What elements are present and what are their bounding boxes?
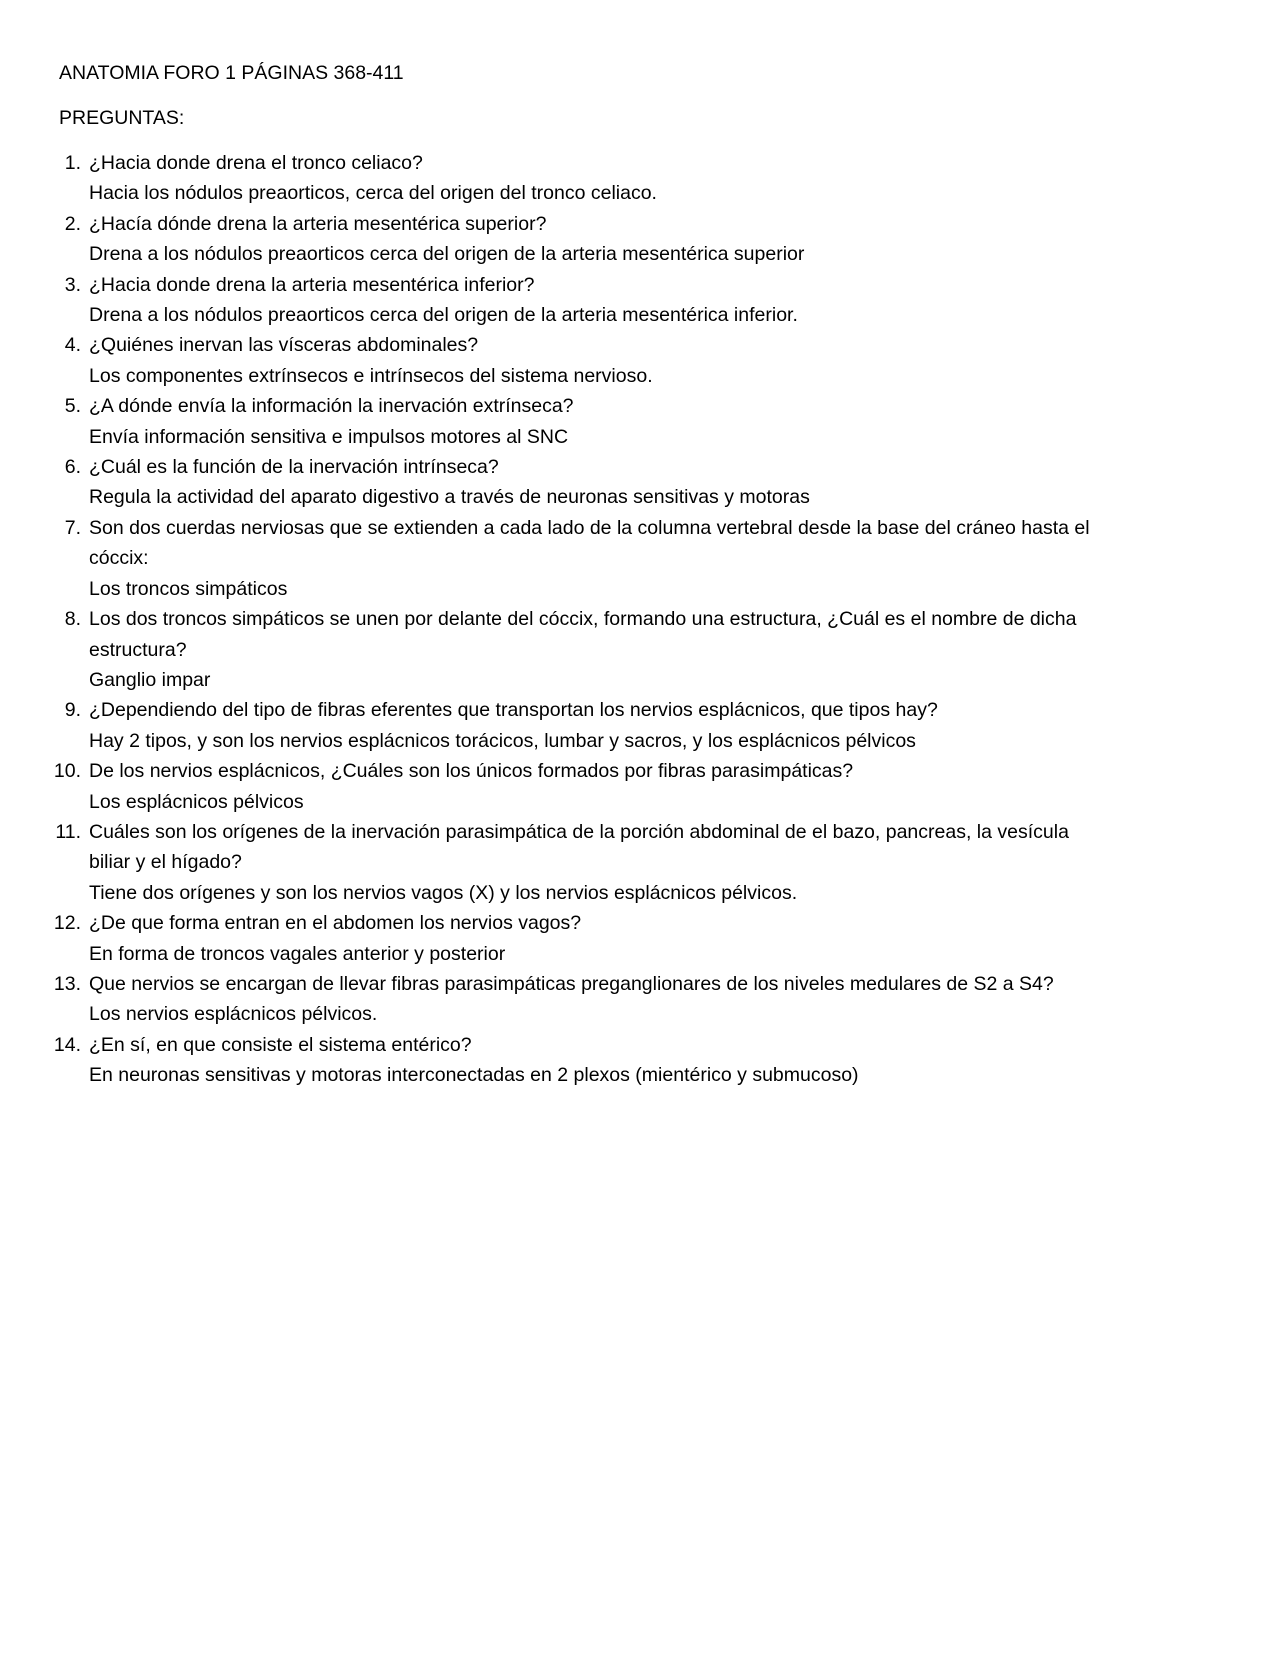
question-text: De los nervios esplácnicos, ¿Cuáles son los únicos formados por fibras parasimpáticas? [89,760,854,783]
item-number: 4. [64,334,81,357]
item-number: 6. [64,456,81,479]
question-text: Son dos cuerdas nerviosas que se extienden a cada lado de la columna vertebral desde la base del cráneo hasta el cóccix: [89,516,1090,570]
answer-text: Hay 2 tipos, y son los nervios esplácnicos torácicos, lumbar y sacros, y los esplácnicos pélvicos [89,729,916,752]
list-item [55,817,1099,908]
item-number: 12. [53,912,81,935]
answer-text: Envía información sensitiva e impulsos motores al SNC [89,425,569,448]
item-number: 9. [64,699,81,722]
document-body [53,58,1099,1091]
answer-text: Los troncos simpáticos [89,577,288,600]
list-item [59,148,1099,209]
list-item [59,513,1099,604]
question-text: ¿Hacía dónde drena la arteria mesentérica superior? [89,212,547,235]
answer-text: Regula la actividad del aparato digestivo a través de neuronas sensitivas y motoras [89,486,810,509]
answer-text: Ganglio impar [89,668,211,691]
answer-text: Hacia los nódulos preaorticos, cerca del origen del tronco celiaco. [89,182,657,205]
item-number: 5. [64,395,81,418]
item-number: 1. [64,152,81,174]
question-text: ¿Hacia donde drena la arteria mesentérica inferior? [89,273,535,296]
question-text: ¿Hacia donde drena el tronco celiaco? [89,152,423,174]
answer-text: Drena a los nódulos preaorticos cerca del origen de la arteria mesentérica inferior. [89,304,798,327]
answer-text: En forma de troncos vagales anterior y posterior [89,942,506,965]
item-number: 7. [64,516,81,539]
question-text: ¿De que forma entran en el abdomen los nervios vagos? [89,912,582,935]
list-item [59,604,1099,695]
question-text: ¿Dependiendo del tipo de fibras eferentes que transportan los nervios esplácnicos, que tipos hay? [89,699,938,722]
question-text: Que nervios se encargan de llevar fibras parasimpáticas preganglionares de los niveles medulares de S2 a S4? [89,972,1054,995]
list-item [59,391,1099,452]
question-text: ¿Cuál es la función de la inervación intrínseca? [89,456,499,479]
item-number: 8. [64,608,81,631]
document-title: ANATOMIA FORO 1 PÁGINAS 368-411 [59,62,404,84]
item-number: 14. [53,1033,81,1056]
answer-text: En neuronas sensitivas y motoras interconectadas en 2 plexos (mientérico y submucoso) [89,1064,859,1087]
list-item [53,969,1099,1030]
item-number: 2. [64,212,81,235]
item-number: 10. [53,760,81,783]
item-number: 11. [55,820,81,843]
list-item [53,908,1099,969]
question-text: ¿Quiénes inervan las vísceras abdominales? [89,334,479,357]
item-number: 13. [53,972,81,995]
item-number: 3. [64,273,81,296]
list-item [53,1030,1099,1091]
list-item [59,209,1099,270]
list-item [59,330,1099,391]
answer-text: Los esplácnicos pélvicos [89,790,304,813]
list-item [59,695,1099,756]
question-text: ¿A dónde envía la información la inervación extrínseca? [89,395,574,418]
list-item [53,756,1099,817]
question-text: Cuáles son los orígenes de la inervación parasimpática de la porción abdominal de el bazo, pancreas, la vesícula biliar y el hígado? [89,820,1069,874]
answer-text: Drena a los nódulos preaorticos cerca del origen de la arteria mesentérica superior [89,243,805,266]
answer-text: Los componentes extrínsecos e intrínsecos del sistema nervioso. [89,364,653,387]
list-item [59,452,1099,513]
answer-text: Los nervios esplácnicos pélvicos. [89,1003,378,1026]
list-item [59,270,1099,331]
answer-text: Tiene dos orígenes y son los nervios vagos (X) y los nervios esplácnicos pélvicos. [89,881,798,904]
question-list [53,148,1099,1091]
questions-heading: PREGUNTAS: [59,107,185,129]
question-text: Los dos troncos simpáticos se unen por delante del cóccix, formando una estructura, ¿Cuál es el nombre de dicha estructura? [89,608,1077,661]
question-text: ¿En sí, en que consiste el sistema entérico? [89,1033,472,1056]
